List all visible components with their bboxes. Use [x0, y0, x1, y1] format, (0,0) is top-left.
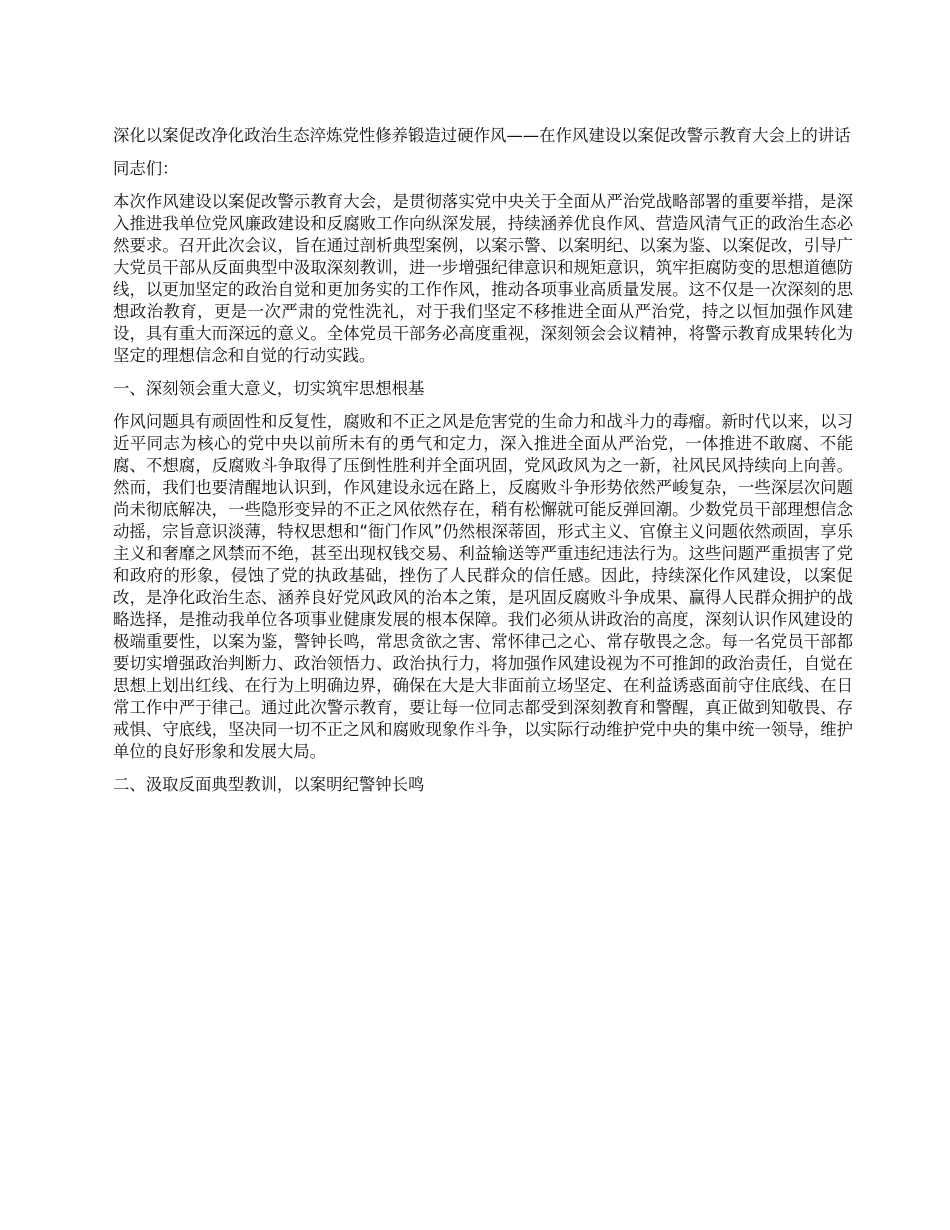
section-heading-2: 二、汲取反面典型教训，以案明纪警钟长鸣 [113, 775, 425, 794]
salutation: 同志们： [113, 159, 179, 178]
intro-paragraph: 本次作风建设以案促改警示教育大会，是贯彻落实党中央关于全面从严治党战略部署的重要举措，是深入推进我单位党风廉政建设和反腐败工作向纵深发展，持续涵养优良作风、营造风清气正的政治生态必然要求。召开此次会议，旨在通过剖析典型案例，以案示警、以案明纪、以案为鉴、以案促改，引导广大党员干部从反面典型中汲取深刻教训，进一步增强纪律意识和规矩意识，筑牢拒腐防变的思想道德防线，以更加坚定的政治自觉和更加务实的工作作风，推动各项事业高质量发展。这不仅是一次深刻的思想政治教育，更是一次严肃的党性洗礼，对于我们坚定不移推进全面从严治党，持之以恒加强作风建设，具有重大而深远的意义。全体党员干部务必高度重视，深刻领会会议精神，将警示教育成果转化为坚定的理想信念和自觉的行动实践。 [113, 192, 853, 365]
section-1-paragraph: 作风问题具有顽固性和反复性，腐败和不正之风是危害党的生命力和战斗力的毒瘤。新时代以来，以习近平同志为核心的党中央以前所未有的勇气和定力，深入推进全面从严治党，一体推进不敢腐、不能腐、不想腐，反腐败斗争取得了压倒性胜利并全面巩固，党风政风为之一新，社风民风持续向上向善。然而，我们也要清醒地认识到，作风建设永远在路上，反腐败斗争形势依然严峻复杂，一些深层次问题尚未彻底解决，一些隐形变异的不正之风依然存在，稍有松懈就可能反弹回潮。少数党员干部理想信念动摇，宗旨意识淡薄，特权思想和“衙门作风”仍然根深蒂固，形式主义、官僚主义问题依然顽固，享乐主义和奢靡之风禁而不绝，甚至出现权钱交易、利益输送等严重违纪违法行为。这些问题严重损害了党和政府的形象，侵蚀了党的执政基础，挫伤了人民群众的信任感。因此，持续深化作风建设，以案促改，是净化政治生态、涵养良好党风政风的治本之策，是巩固反腐败斗争成果、赢得人民群众拥护的战略选择，是推动我单位各项事业健康发展的根本保障。我们必须从讲政治的高度，深刻认识作风建设的极端重要性，以案为鉴，警钟长鸣，常思贪欲之害、常怀律己之心、常存敬畏之念。每一名党员干部都要切实增强政治判断力、政治领悟力、政治执行力，将加强作风建设视为不可推卸的政治责任，自觉在思想上划出红线、在行为上明确边界，确保在大是大非面前立场坚定、在利益诱惑面前守住底线、在日常工作中严于律己。通过此次警示教育，要让每一位同志都受到深刻教育和警醒，真正做到知敬畏、存戒惧、守底线，坚决同一切不正之风和腐败现象作斗争，以实际行动维护党中央的集中统一领导，维护单位的良好形象和发展大局。 [113, 412, 853, 761]
document-page [113, 125, 853, 807]
section-heading-1: 一、深刻领会重大意义，切实筑牢思想根基 [113, 379, 425, 398]
document-title: 深化以案促改净化政治生态淬炼党性修养锻造过硬作风——在作风建设以案促改警示教育大会上的讲话 [113, 126, 851, 145]
